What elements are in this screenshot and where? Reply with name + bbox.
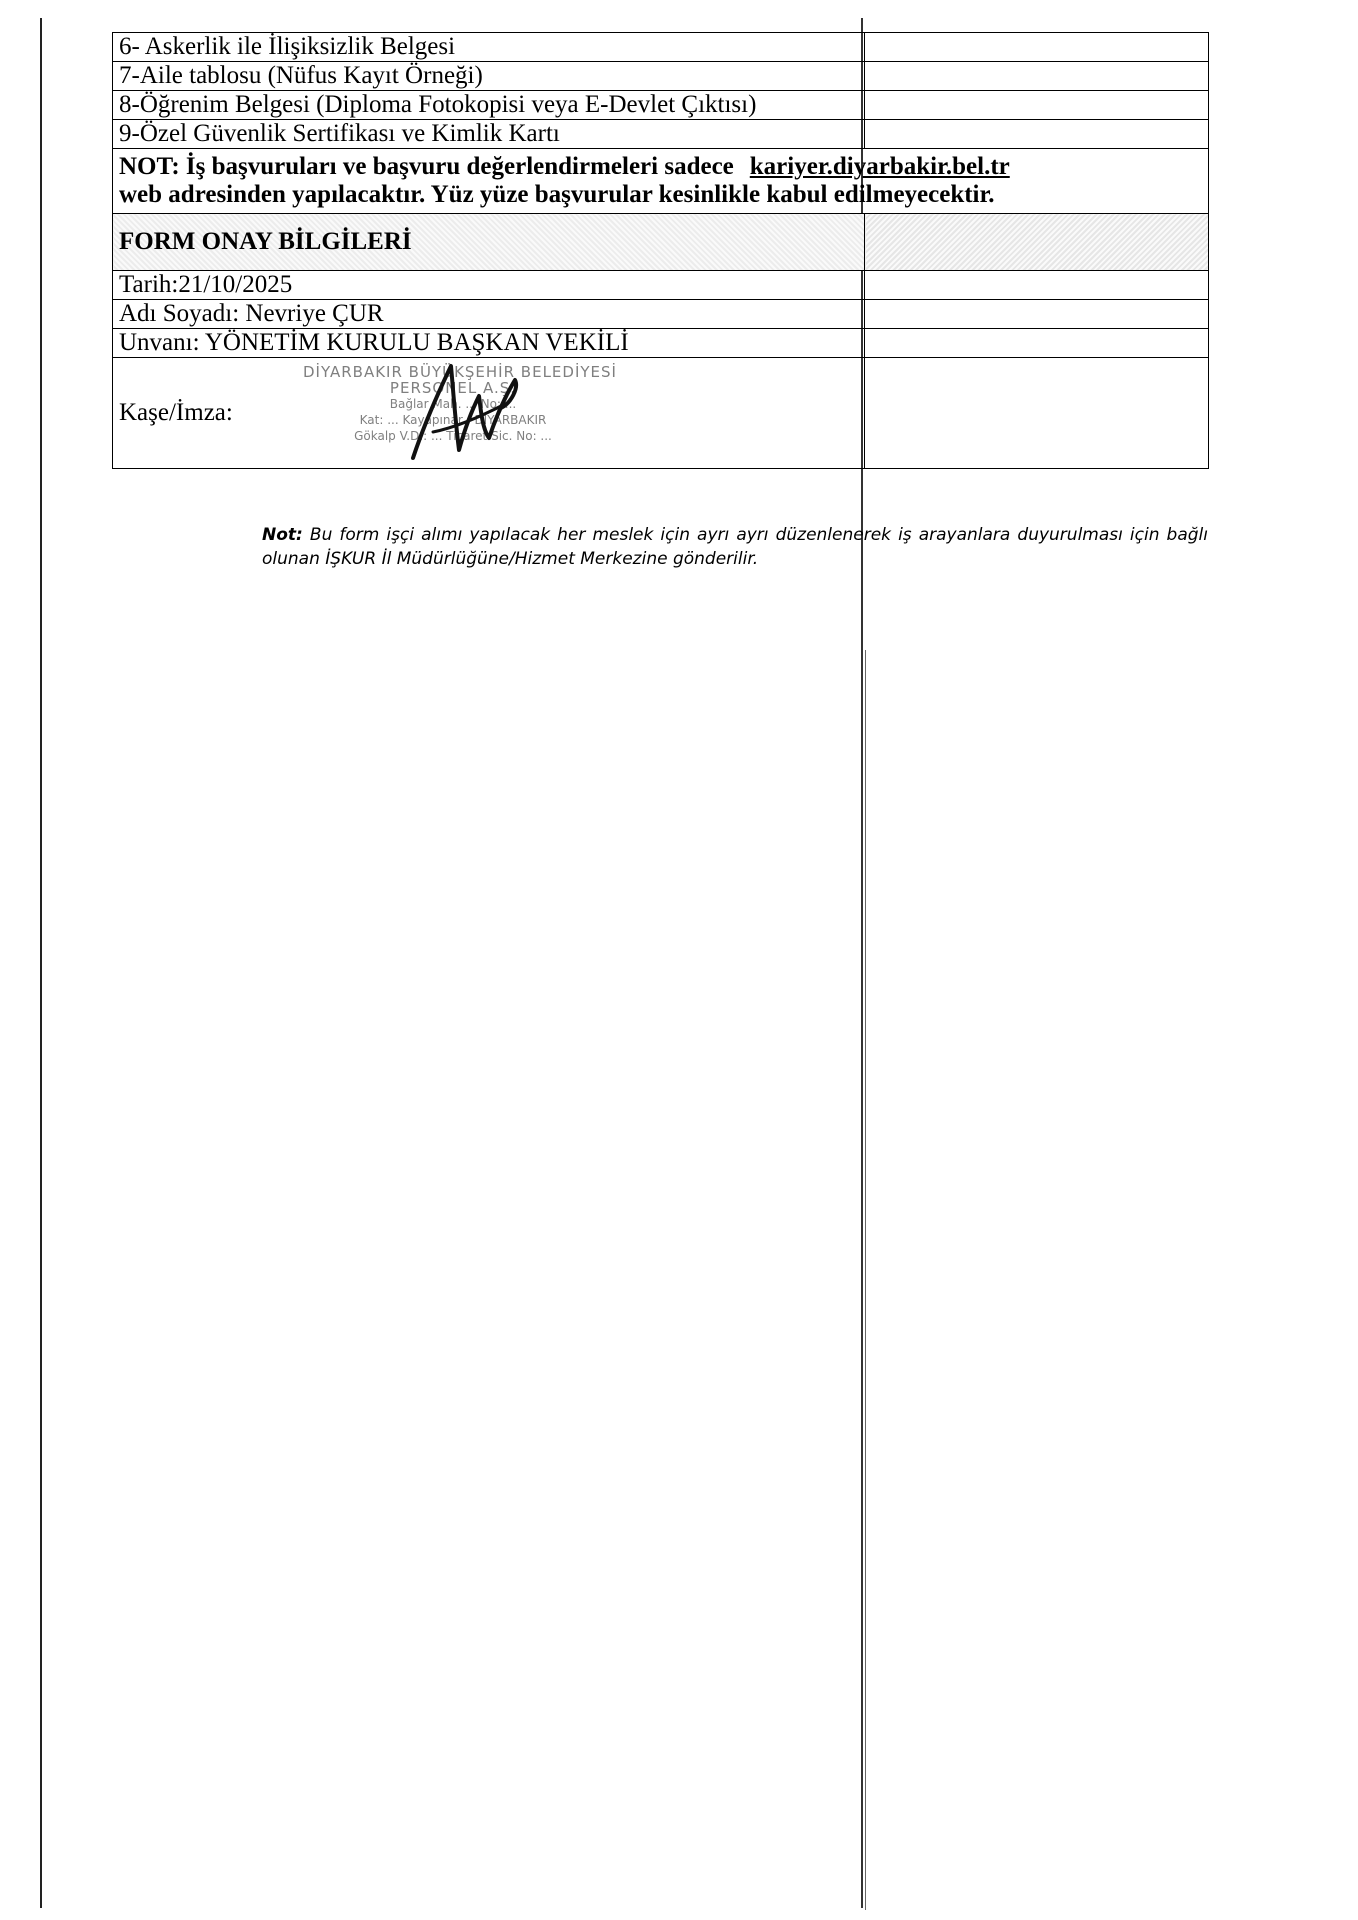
document-checkbox-cell	[865, 120, 1209, 149]
stamp-signature-label: Kaşe/İmza:	[119, 399, 233, 426]
document-item: 8-Öğrenim Belgesi (Diploma Fotokopisi veya E-Devlet Çıktısı)	[113, 91, 865, 120]
application-form-table	[112, 32, 1209, 469]
stamp-line: PERSONEL A.Ş.	[389, 379, 517, 397]
document-checkbox-cell	[865, 91, 1209, 120]
career-website-link[interactable]: kariyer.diyarbakir.bel.tr	[749, 153, 1010, 180]
section-title-filler	[865, 214, 1209, 271]
footer-note-text: Bu form işçi alımı yapılacak her meslek için ayrı ayrı düzenlenerek iş arayanlara duyurulması için bağlı olunan İŞKUR İl Müdürlüğüne/Hizmet Merkezine gönderilir.	[262, 525, 1209, 569]
section-row	[113, 214, 1209, 271]
document-item: 9-Özel Güvenlik Sertifikası ve Kimlik Kartı	[113, 120, 865, 149]
footer-note-label: Not:	[262, 525, 303, 545]
document-row	[113, 62, 1209, 91]
signature-row	[113, 358, 1209, 469]
approver-title: Unvanı: YÖNETİM KURULU BAŞKAN VEKİLİ	[113, 329, 865, 358]
document-row	[113, 120, 1209, 149]
empty-cell	[865, 300, 1209, 329]
approval-date: Tarih:21/10/2025	[113, 271, 865, 300]
section-title: FORM ONAY BİLGİLERİ	[113, 214, 865, 271]
stamp-line: Bağlar Mah. ... No: ...	[389, 397, 517, 411]
stamp-line: Kat: ... Kayapınar / DİYARBAKIR	[359, 413, 547, 427]
note-text-start: NOT: İş başvuruları ve başvuru değerlendirmeleri sadece	[119, 153, 734, 180]
scan-artifact-left	[40, 18, 42, 1908]
empty-cell	[865, 271, 1209, 300]
application-note	[113, 149, 1209, 214]
note-row	[113, 149, 1209, 214]
date-row	[113, 271, 1209, 300]
empty-cell	[865, 329, 1209, 358]
empty-cell	[865, 358, 1209, 469]
name-row	[113, 300, 1209, 329]
document-row	[113, 33, 1209, 62]
approver-name: Adı Soyadı: Nevriye ÇUR	[113, 300, 865, 329]
footer-note	[262, 523, 1208, 571]
scan-artifact-middle-faint	[865, 650, 866, 1910]
stamp-line: Gökalp V.D.: ... Ticaret Sic. No: ...	[354, 429, 552, 443]
document-checkbox-cell	[865, 33, 1209, 62]
document-item: 7-Aile tablosu (Nüfus Kayıt Örneği)	[113, 62, 865, 91]
note-text-end: web adresinden yapılacaktır. Yüz yüze başvurular kesinlikle kabul edilmeyecektir.	[119, 181, 995, 208]
handwritten-signature	[393, 358, 533, 466]
document-row	[113, 91, 1209, 120]
stamp-line: DİYARBAKIR BÜYÜKŞEHİR BELEDİYESİ	[303, 363, 617, 381]
document-checkbox-cell	[865, 62, 1209, 91]
stamp-signature-cell	[113, 358, 865, 469]
title-row	[113, 329, 1209, 358]
document-item: 6- Askerlik ile İlişiksizlik Belgesi	[113, 33, 865, 62]
